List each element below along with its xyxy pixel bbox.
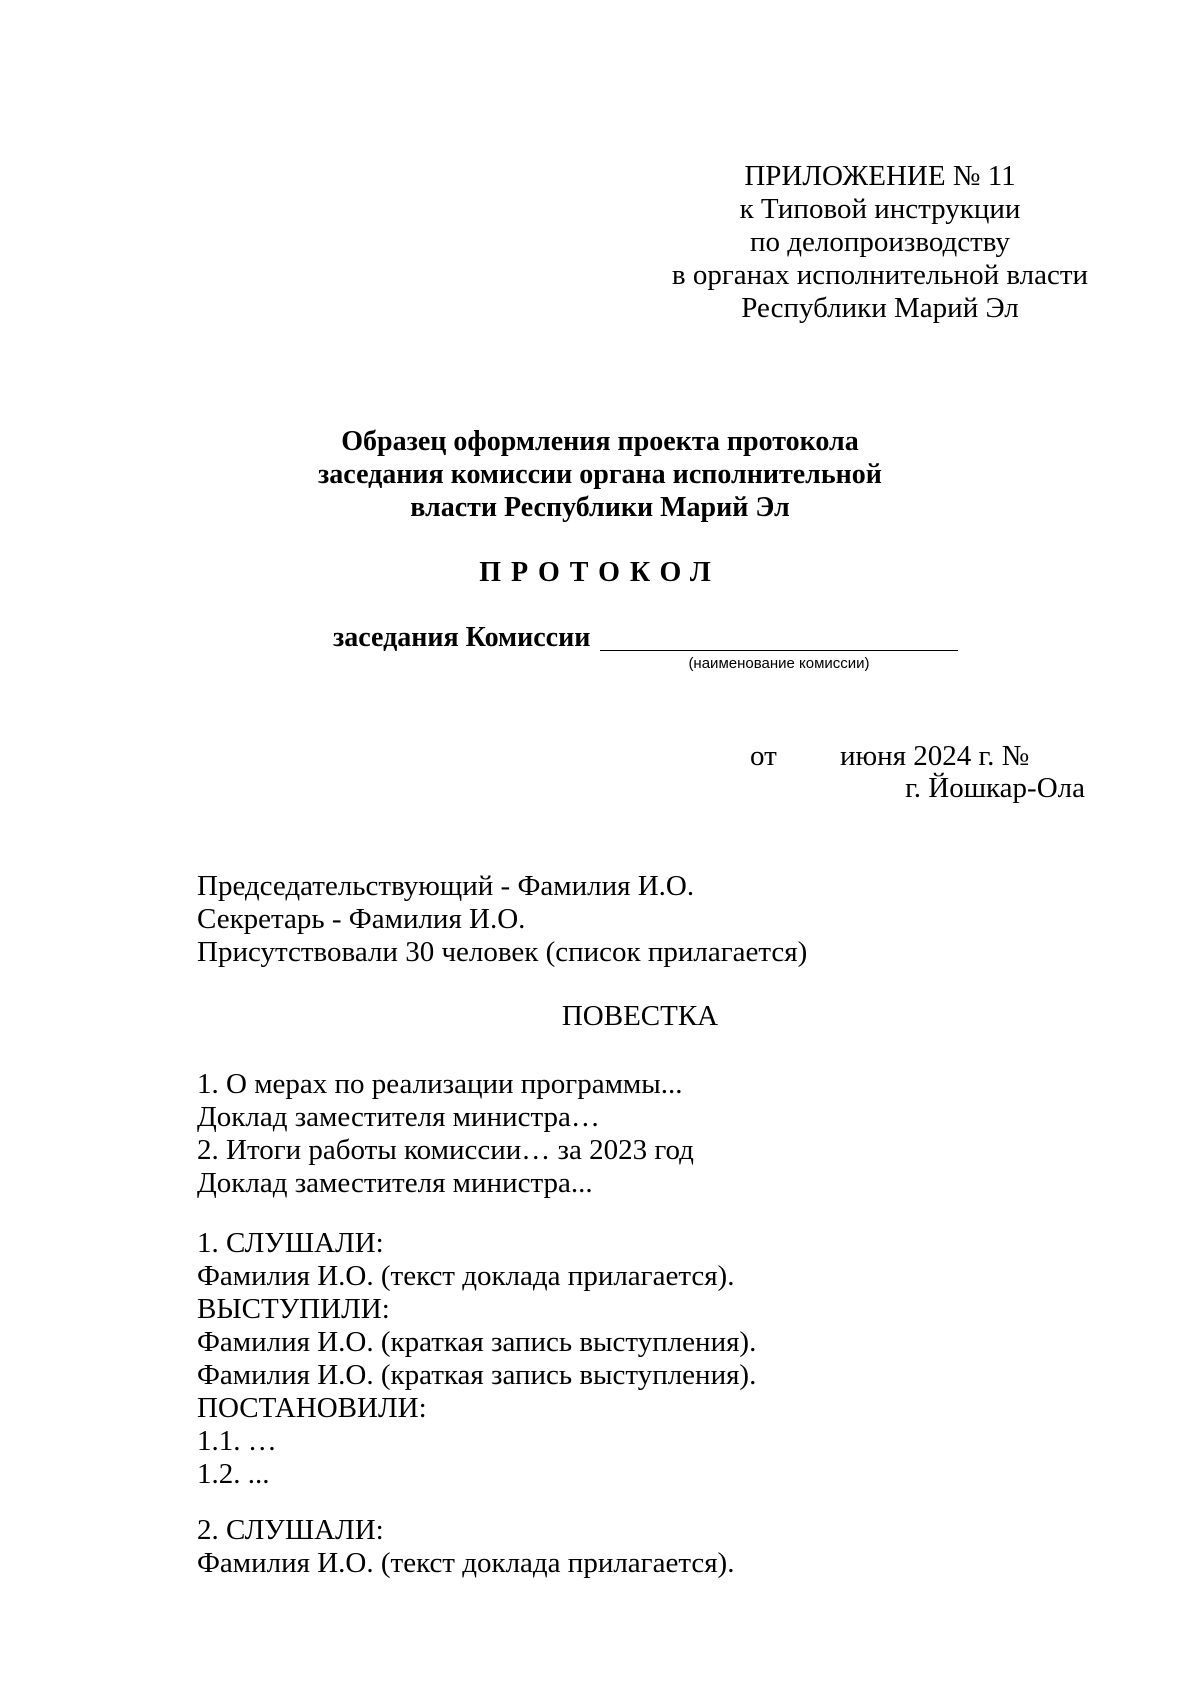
- section-line: ПОСТАНОВИЛИ:: [197, 1392, 427, 1424]
- section-line: 1.2. ...: [197, 1458, 270, 1490]
- secretary-line: Секретарь - Фамилия И.О.: [197, 903, 526, 935]
- section-line: Фамилия И.О. (краткая запись выступления).: [197, 1326, 757, 1358]
- agenda-item: Доклад заместителя министра...: [197, 1167, 593, 1199]
- agenda-item: Доклад заместителя министра…: [197, 1101, 600, 1133]
- section-2: [197, 1514, 734, 1580]
- attendees-line: Присутствовали 30 человек (список прилагается): [197, 936, 808, 968]
- appendix-number: ПРИЛОЖЕНИЕ № 11: [744, 160, 1016, 192]
- agenda-item: 2. Итоги работы комиссии… за 2023 год: [197, 1134, 694, 1166]
- agenda-list: [197, 1068, 694, 1200]
- date-from-label: от: [750, 740, 777, 772]
- commission-name-blank: [600, 650, 958, 651]
- sample-title-line: Образец оформления проекта протокола: [341, 426, 859, 457]
- date-value: июня 2024 г. №: [840, 740, 1030, 772]
- attendance-block: [197, 870, 807, 969]
- sample-title-line: заседания комиссии органа исполнительной: [318, 459, 882, 490]
- section-line: 1. СЛУШАЛИ:: [197, 1227, 384, 1259]
- section-line: Фамилия И.О. (текст доклада прилагается).: [197, 1547, 735, 1579]
- city-label: г. Йошкар-Ола: [905, 772, 1085, 804]
- chairperson-line: Председательствующий - Фамилия И.О.: [197, 870, 695, 902]
- appendix-line: Республики Марий Эл: [741, 292, 1019, 324]
- section-line: Фамилия И.О. (текст доклада прилагается).: [197, 1260, 735, 1292]
- sample-title: [300, 425, 900, 524]
- commission-label: заседания Комиссии: [333, 622, 591, 653]
- section-line: 2. СЛУШАЛИ:: [197, 1514, 384, 1546]
- section-line: ВЫСТУПИЛИ:: [197, 1293, 390, 1325]
- section-line: Фамилия И.О. (краткая запись выступления).: [197, 1359, 757, 1391]
- commission-name-hint: (наименование комиссии): [688, 655, 870, 672]
- section-1: [197, 1227, 756, 1491]
- protocol-heading: ПРОТОКОЛ: [479, 557, 721, 588]
- section-line: 1.1. …: [197, 1425, 277, 1457]
- appendix-line: в органах исполнительной власти: [671, 259, 1089, 291]
- appendix-block: [660, 160, 1100, 325]
- appendix-line: к Типовой инструкции: [739, 193, 1021, 225]
- agenda-title: ПОВЕСТКА: [561, 1000, 719, 1032]
- sample-title-line: власти Республики Марий Эл: [410, 492, 790, 523]
- appendix-line: по делопроизводству: [749, 226, 1011, 258]
- agenda-item: 1. О мерах по реализации программы...: [197, 1068, 683, 1100]
